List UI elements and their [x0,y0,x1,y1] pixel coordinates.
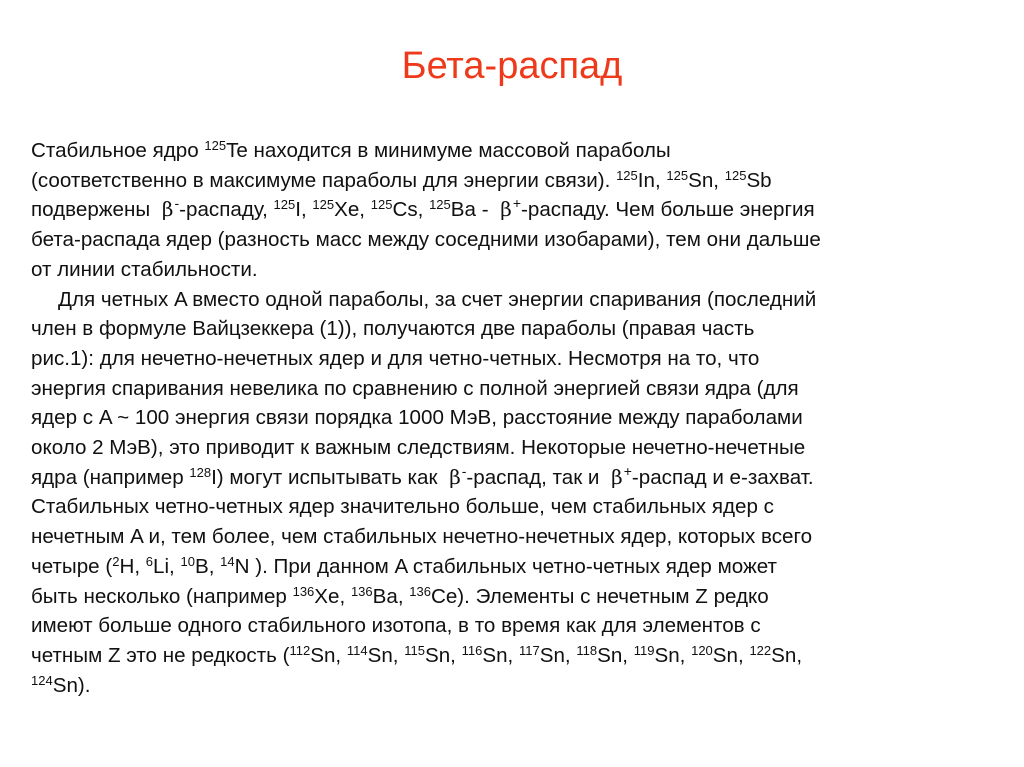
mass-number: 125 [616,167,638,183]
text-line [31,166,1021,196]
beta-symbol: β [161,197,174,222]
mass-number: 115 [404,642,425,658]
beta-symbol: β [500,197,512,222]
text-line: Для четных A вместо одной параболы, за счет энергии спаривания (последний [58,287,817,311]
text-fragment: -распаду, [179,198,274,222]
text-fragment: ядра (например [31,465,190,489]
text-fragment: быть несколько (например [31,584,293,608]
isotope-symbol: Sn, [539,643,577,667]
text-line: энергия спаривания невелика по сравнению с полной энергией связи ядра (для [31,376,799,400]
beta-minus-sign: - [174,195,180,212]
mass-number: 125 [429,197,451,213]
text-line [31,671,1021,701]
text-fragment: четным Z это не редкость ( [31,643,290,667]
mass-number: 114 [346,642,368,658]
isotope-symbol: Sn, [712,643,750,667]
isotope-symbol: Sn, [771,643,803,667]
text-fragment: I, [295,198,313,222]
beta-symbol: β [611,464,623,489]
text-fragment: I) могут испытывать как [211,465,444,489]
text-fragment: B, [194,554,221,578]
mass-number: 120 [691,642,713,658]
text-fragment: Ba - [450,198,495,222]
mass-number: 136 [409,583,431,599]
text-fragment: In, [637,168,667,192]
text-fragment: -распад и е-захват. [631,465,814,489]
text-line [31,195,1021,225]
beta-plus-sign: + [623,462,632,479]
mass-number: 136 [292,583,315,599]
text-line: имеют больше одного стабильного изотопа, в то время как для элементов с [31,614,761,638]
mass-number: 125 [273,197,296,213]
text-fragment: подвержены [31,198,156,222]
isotope-symbol: Sn, [367,643,405,667]
text-line: Стабильных четно-четных ядер значительно больше, чем стабильных ядер с [31,495,774,519]
mass-number: 14 [220,553,235,569]
text-fragment: H, [119,554,146,578]
mass-number: 122 [749,642,772,658]
text-fragment: Ba, [372,584,410,608]
mass-number: 116 [461,642,483,658]
text-fragment: четыре ( [31,554,113,578]
text-line: член в формуле Вайцзеккера (1)), получаются две параболы (правая часть [31,317,755,341]
text-fragment: -распад, так и [466,465,606,489]
mass-number: 112 [289,642,311,658]
mass-number: 125 [666,167,689,183]
mass-number: 10 [180,553,195,569]
mass-number: 125 [312,197,335,213]
text-line [31,463,1021,493]
mass-number: 125 [204,138,227,153]
text-fragment: Sn, [688,168,725,192]
isotope-symbol: Sn, [597,643,634,667]
slide-title: Бета-распад [401,45,623,87]
text-line [31,582,1021,612]
mass-number: 125 [724,167,747,183]
text-line: около 2 МэВ), это приводит к важным следствиям. Некоторые нечетно-нечетные [31,436,806,460]
text-line: бета-распада ядер (разность масс между соседними изобарами), тем они дальше [31,228,821,252]
text-line: ядер с A ~ 100 энергия связи порядка 1000 МэВ, расстояние между параболами [31,406,803,430]
isotope-symbol: Sn, [310,643,347,667]
slide-body [31,136,1021,700]
text-line [31,136,1021,166]
text-line: от линии стабильности. [31,257,258,281]
text-fragment: Te находится в минимуме массовой параболы [226,139,671,162]
mass-number: 119 [633,642,655,658]
text-fragment: N ). При данном A стабильных четно-четных ядер может [234,554,777,578]
beta-minus-sign: - [461,462,467,479]
text-fragment: Li, [153,554,181,578]
text-line [31,641,1021,671]
mass-number: 118 [576,642,598,658]
text-fragment: Cs, [392,198,430,222]
text-line [31,552,1021,582]
text-fragment: Sb [746,168,772,192]
text-line: нечетным A и, тем более, чем стабильных нечетно-нечетных ядер, которых всего [31,525,813,549]
text-fragment: Xe, [314,584,351,608]
mass-number: 128 [189,464,212,480]
isotope-symbol: Sn, [424,643,462,667]
isotope-symbol: Sn, [482,643,519,667]
text-line: рис.1): для нечетно-нечетных ядер и для четно-четных. Несмотря на то, что [31,346,760,370]
mass-number: 124 [31,672,53,688]
mass-number: 125 [370,197,393,213]
mass-number: 2 [112,553,120,569]
text-fragment: -распаду. Чем больше энергия [521,198,815,222]
text-fragment: Стабильное ядро [31,139,205,162]
text-fragment: Ce). Элементы с нечетным Z редко [430,584,769,608]
mass-number: 136 [350,583,373,599]
text-fragment: Xe, [334,198,371,222]
beta-symbol: β [449,464,461,489]
beta-plus-sign: + [512,195,522,212]
mass-number: 6 [145,553,154,569]
text-fragment: Sn). [52,673,91,697]
isotope-symbol: Sn, [654,643,692,667]
text-fragment: (соответственно в максимуме параболы для энергии связи). [31,168,617,192]
mass-number: 117 [518,642,540,658]
